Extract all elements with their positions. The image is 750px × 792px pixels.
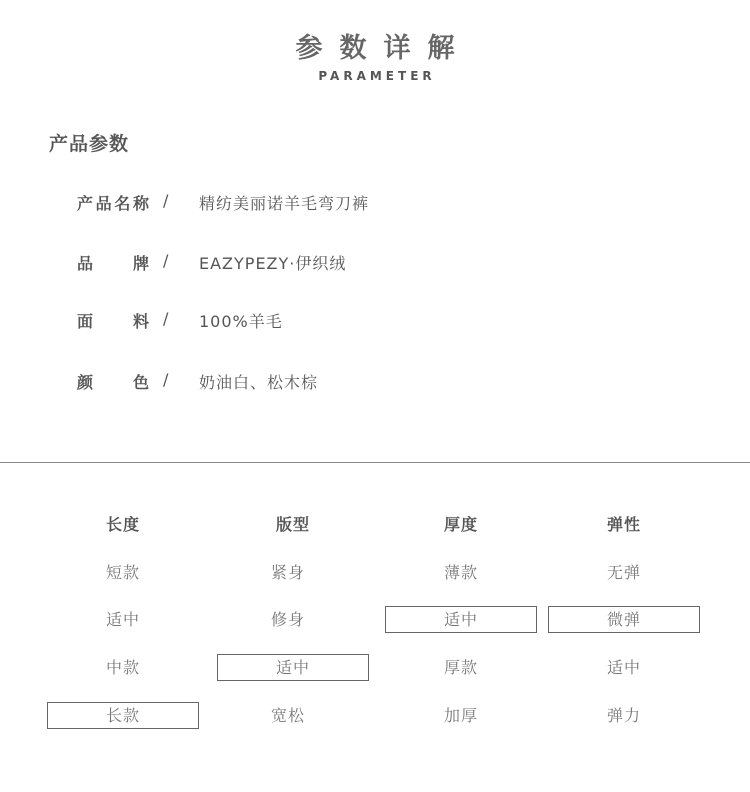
param-label: 产品名称 xyxy=(77,194,149,213)
param-row-color xyxy=(0,370,750,400)
param-separator: / xyxy=(163,370,169,389)
param-value: 精纺美丽诺羊毛弯刀裤 xyxy=(199,194,370,213)
header-title: 参数详解 xyxy=(295,33,472,64)
attribute-option: 薄款 xyxy=(443,563,478,582)
attribute-heading: 厚度 xyxy=(443,515,478,534)
section-title: 产品参数 xyxy=(49,133,130,155)
param-value: 100%羊毛 xyxy=(199,312,283,331)
param-separator: / xyxy=(163,251,169,270)
attribute-option: 适中 xyxy=(606,658,641,677)
param-label: 品牌 xyxy=(77,254,149,273)
attribute-option: 短款 xyxy=(105,563,140,582)
param-separator: / xyxy=(163,191,169,210)
attribute-option: 中款 xyxy=(105,658,140,677)
param-label: 颜色 xyxy=(77,373,149,392)
attribute-option: 紧身 xyxy=(270,563,305,582)
section-divider xyxy=(0,462,750,463)
attribute-option: 修身 xyxy=(270,610,305,629)
param-row-fabric xyxy=(0,309,750,339)
attribute-option-selected: 适中 xyxy=(217,654,369,681)
attribute-heading: 长度 xyxy=(105,515,140,534)
attribute-option-selected: 微弹 xyxy=(548,606,700,633)
attribute-option-selected: 长款 xyxy=(47,702,199,729)
attribute-option: 厚款 xyxy=(443,658,478,677)
attribute-option: 宽松 xyxy=(270,706,305,725)
param-row-brand xyxy=(0,251,750,281)
attribute-option-selected: 适中 xyxy=(385,606,537,633)
attribute-option: 适中 xyxy=(105,610,140,629)
param-label: 面料 xyxy=(77,312,149,331)
attribute-heading: 版型 xyxy=(275,515,310,534)
param-separator: / xyxy=(163,309,169,328)
attribute-option: 弹力 xyxy=(606,706,641,725)
param-row-name xyxy=(0,191,750,221)
attribute-option: 无弹 xyxy=(606,563,641,582)
attribute-heading: 弹性 xyxy=(606,515,641,534)
param-value: 奶油白、松木棕 xyxy=(199,373,319,392)
attribute-option: 加厚 xyxy=(443,706,478,725)
param-value: EAZYPEZY·伊织绒 xyxy=(199,254,347,273)
header-subtitle: PARAMETER xyxy=(318,69,436,83)
